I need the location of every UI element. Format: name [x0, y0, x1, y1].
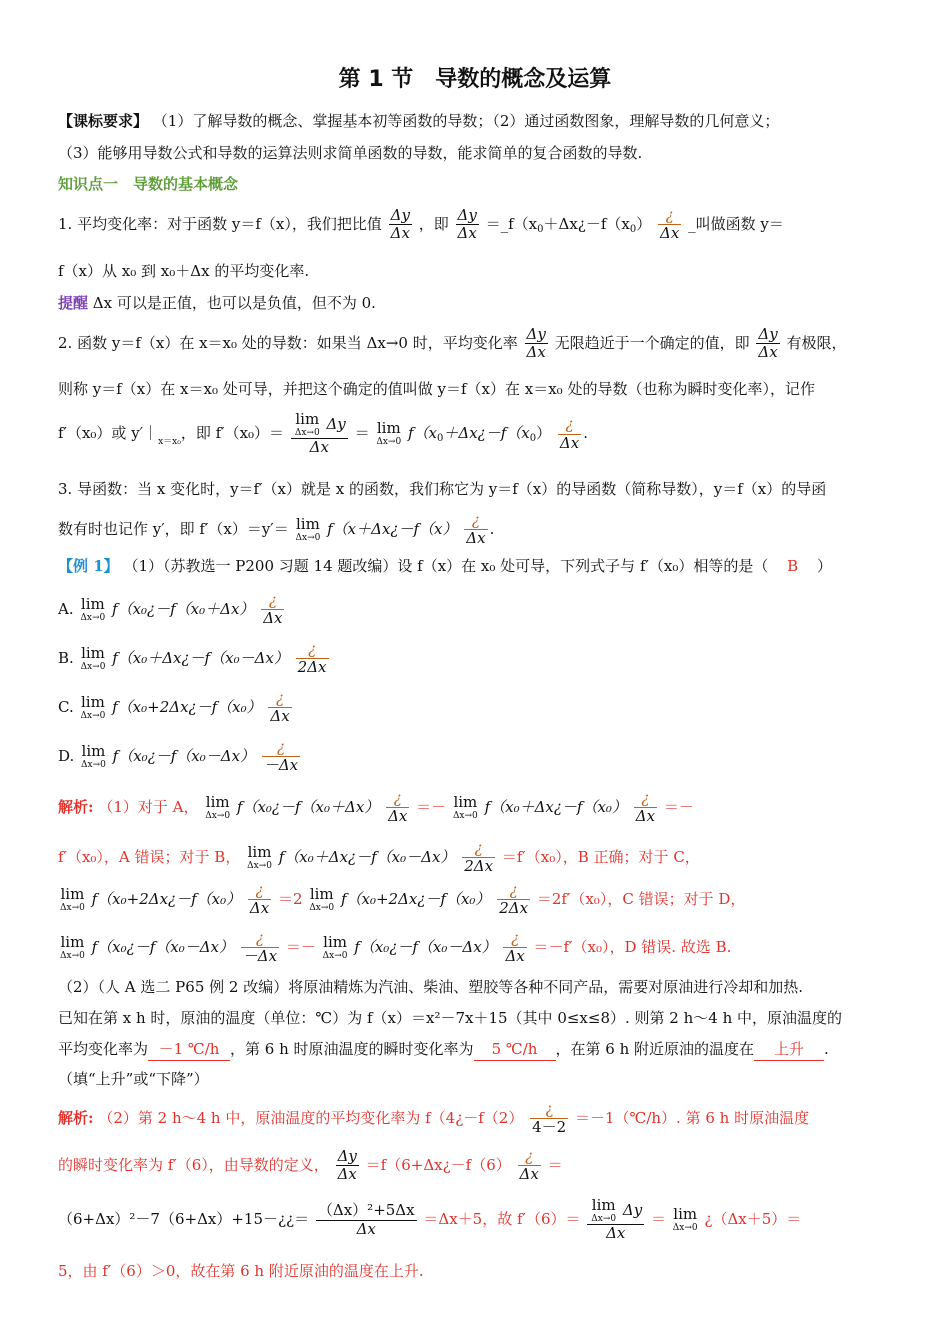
example-2-line-2: 已知在第 x h 时，原油的温度（单位：℃）为 f（x）＝x²－7x＋15（其中 0≤x≤8）. 则第 2 h～4 h 中，原油温度的	[58, 1009, 843, 1027]
answer-blank-1: －1 ℃/h	[148, 1040, 230, 1061]
p2-text-3c: ＝	[354, 424, 370, 443]
p2-text-c: 有极限，	[786, 333, 847, 352]
limit: lim Δx→0	[60, 884, 85, 913]
standard-line-2: （3）能够用导数公式和导数的运算法则求简单函数的导数，能求简单的复合函数的导数.	[58, 144, 643, 162]
limit: lim Δx→0	[80, 692, 106, 721]
solution-1-line-3: lim Δx→0 f（x₀+2Δx¿－f（x₀） $\frac{¿}{\Delta x}$ ＝2 lim Δx→0 f（x₀+2Δx¿－f（x₀） $\frac{¿}{2\Delta x}$ ＝2f′（x₀），C 错误；对于 D，	[60, 881, 746, 918]
limit: lim Δx→0	[81, 741, 106, 770]
p2-text-3b: ，即 f′（x₀）＝	[180, 424, 285, 443]
fraction-dy-dx: $\frac{\Delta y}{\Delta x}$	[390, 206, 410, 243]
p3-text-a: 数有时也记作 y′，即 f′（x）＝y′＝	[58, 519, 289, 538]
limit: lim Δx→0	[205, 792, 231, 821]
limit: lim Δx→0	[80, 643, 106, 672]
option-d-numerator: f（x₀¿－f（x₀－Δx）	[112, 746, 256, 765]
p1-text-b: ，即	[418, 214, 449, 233]
standard-text-1: （1）了解导数的概念、掌握基本初等函数的导数；（2）通过函数图象，理解导数的几何意义；	[152, 112, 780, 130]
option-a: A. lim Δx→0 f（x₀¿－f（x₀＋Δx） $\frac{¿}{\Delta x}$	[58, 591, 283, 628]
p1-line-1: 1. 平均变化率：对于函数 y＝f（x），我们把比值 $\frac{\Delta y}{\Delta x}$ ，即 $\frac{\Delta y}{\Delta x}$ $=\_f(x_0+\Delta x¿-f(x_0)$ $\frac{¿}{\Delta x}$ _叫做函数 y＝	[58, 206, 784, 243]
p1-text-e: ）	[636, 214, 652, 233]
p2-text-3d: f（x	[407, 424, 437, 443]
fraction-expression: $\frac{\text{（Δx）²+5Δx}}{\Delta x}$	[317, 1201, 415, 1238]
fraction-q: $\frac{¿}{-\Delta x}$	[242, 929, 278, 966]
solution-1-line-1: 解析: （1）对于 A， lim Δx→0 f（x₀¿－f（x₀＋Δx） $\frac{¿}{\Delta x}$ ＝－ lim Δx→0 f（x₀＋Δx¿－f（x₀） $\frac{¿}{\Delta x}$ ＝－	[58, 789, 694, 826]
page-title: 第 1 节 导数的概念及运算	[338, 67, 612, 92]
example-1-text: （1）（苏教选一 P200 习题 14 题改编）设 f（x）在 x₀ 处可导，下列式子与 f′（x₀）相等的是（	[123, 557, 769, 575]
example-2-line-1: （2）（人 A 选二 P65 例 2 改编）将原油精炼为汽油、柴油、塑胶等各种不同产品，需要对原油进行冷却和加热.	[58, 978, 803, 996]
p2-line-2: 则称 y＝f（x）在 x＝x₀ 处可导，并把这个确定的值叫做 y＝f（x）在 x＝x₀ 处的导数（也称为瞬时变化率），记作	[58, 380, 815, 398]
solution-1-label: 解析:	[58, 797, 94, 816]
example-1-question	[58, 557, 890, 577]
solution-1-line-4: lim Δx→0 f（x₀¿－f（x₀－Δx） $\frac{¿}{-\Delta x}$ ＝－ lim Δx→0 f（x₀¿－f（x₀－Δx） $\frac{¿}{\Delta x}$ ＝－f′（x₀），D 错误. 故选 B.	[60, 929, 732, 966]
fraction-q: $\frac{¿}{\Delta x}$	[263, 591, 283, 628]
fraction-q-dx: $\frac{¿}{\Delta x}$	[249, 881, 270, 918]
solution-2-line-3: （6+Δx）²－7（6+Δx）+15－¿¿＝ $\frac{\text{（Δx）²+5Δx}}{\Delta x}$ ＝Δx＋5，故 f′（6）＝ lim Δx→0 Δy Δx ＝ lim Δx→0 ¿（Δx＋5）＝	[58, 1196, 802, 1242]
p1-text-c: ＝_f（x	[485, 214, 538, 233]
fraction-q-dx: $\frac{¿}{\Delta x}$	[505, 929, 525, 966]
p2-eval-sub: x＝x₀	[158, 437, 181, 448]
fraction-q-dx: $\frac{¿}{\Delta x}$	[466, 511, 486, 548]
example-2-line-4: （填“上升”或“下降”）	[58, 1070, 209, 1088]
answer-blank-2: 5 ℃/h	[474, 1040, 556, 1061]
limit: lim Δx→0	[376, 419, 402, 448]
standard-line-1	[58, 112, 890, 132]
fraction-dy-dx: $\frac{\Delta y}{\Delta x}$	[337, 1147, 357, 1184]
option-b-numerator: f（x₀＋Δx¿－f（x₀－Δx）	[112, 648, 289, 667]
fraction-dy-dx: $\frac{\Delta y}{\Delta x}$	[526, 325, 546, 362]
p2-text-b: 无限趋近于一个确定的值，即	[554, 333, 750, 352]
standard-label: 【课标要求】	[58, 112, 149, 130]
p3-line-1: 3. 导函数：当 x 变化时，y＝f′（x）就是 x 的函数，我们称它为 y＝f（x）的导函数（简称导数），y＝f（x）的导函	[58, 480, 827, 498]
p2-text-3a: f′（x₀）或 y′｜	[58, 424, 159, 443]
fraction-q: $\frac{¿}{-\Delta x}$	[263, 738, 299, 775]
example-2-line-3: 平均变化率为 －1 ℃/h ，第 6 h 时原油温度的瞬时变化率为 5 ℃/h ，在第 6 h 附近原油的温度在 上升 .	[58, 1040, 890, 1061]
p2-line-1	[58, 326, 890, 362]
solution-2-line-1: 解析: （2）第 2 h～4 h 中，原油温度的平均变化率为 f（4¿－f（2） $\frac{¿}{4-2}$ ＝－1（℃/h）. 第 6 h 时原油温度	[58, 1100, 810, 1137]
fraction-dy-dx: $\frac{\Delta y}{\Delta x}$	[457, 206, 477, 243]
option-d: D. lim Δx→0 f（x₀¿－f（x₀－Δx） $\frac{¿}{-\Delta x}$	[58, 738, 299, 775]
fraction-q-dx: $\frac{¿}{\Delta x}$	[519, 1147, 539, 1184]
fraction-lim-dy-dx: lim Δx→0 Δy Δx	[587, 1198, 644, 1242]
p2-text-3f: ）	[536, 424, 552, 443]
fraction-q: $\frac{¿}{2\Delta x}$	[464, 839, 494, 876]
fraction-q: $\frac{¿}{4-2}$	[532, 1100, 567, 1137]
limit: lim Δx→0	[80, 594, 106, 623]
example-1-close: ）	[816, 557, 832, 575]
option-a-numerator: f（x₀¿－f（x₀＋Δx）	[112, 599, 255, 618]
fraction-lim-dy-dx: lim Δx→0 Δy Δx	[291, 412, 348, 456]
fraction-q-dx: $\frac{¿}{\Delta x}$	[559, 415, 580, 452]
fraction-q: $\frac{¿}{\Delta x}$	[270, 689, 290, 726]
fraction-q-dx: $\frac{¿}{\Delta x}$	[635, 789, 656, 826]
solution-1-line-2: f′（x₀），A 错误；对于 B， lim Δx→0 f（x₀＋Δx¿－f（x₀－Δx） $\frac{¿}{2\Delta x}$ ＝f′（x₀），B 正确；对于 C，	[58, 839, 700, 876]
p1-text-d: ＋Δx¿－f（x	[543, 214, 630, 233]
tip-label: 提醒	[58, 294, 89, 312]
limit: lim Δx→0	[247, 842, 272, 871]
tip-text: Δx 可以是正值，也可以是负值，但不为 0.	[92, 294, 376, 312]
example-1-label: 【例 1】	[58, 557, 119, 575]
option-b: B. lim Δx→0 f（x₀＋Δx¿－f（x₀－Δx） $\frac{¿}{2\Delta x}$	[58, 640, 327, 677]
p2-line-3: f′（x₀）或 $y'|_{x=x_0}$，即 f′（x₀）＝ lim Δx→0 Δy Δx ＝ lim Δx→0 $f(x_0+\Delta x¿-f(x_0)$ $\frac{¿}{\Delta x}$ .	[58, 410, 588, 456]
p1-line-2: f（x）从 x₀ 到 x₀＋Δx 的平均变化率.	[58, 262, 310, 280]
solution-2-line-4: 5，由 f′（6）＞0，故在第 6 h 附近原油的温度在上升.	[58, 1262, 424, 1280]
limit: lim Δx→0	[295, 514, 321, 543]
fraction-dy-dx: $\frac{\Delta y}{\Delta x}$	[758, 325, 778, 362]
example-1-answer: B	[787, 557, 799, 575]
option-c-numerator: f（x₀+2Δx¿－f（x₀）	[112, 697, 262, 716]
solution-2-label: 解析:	[58, 1108, 94, 1127]
fraction-q-dx: $\frac{¿}{\Delta x}$	[388, 789, 408, 826]
fraction-q-dx: $\frac{¿}{\Delta x}$	[660, 206, 680, 243]
limit: lim Δx→0	[322, 932, 348, 961]
p1-text-f: _叫做函数 y＝	[688, 214, 784, 233]
limit: lim Δx→0	[672, 1205, 698, 1234]
p1-text-a: 1. 平均变化率：对于函数 y＝f（x），我们把比值	[58, 214, 382, 233]
p2-text-a: 2. 函数 y＝f（x）在 x＝x₀ 处的导数：如果当 Δx→0 时，平均变化率	[58, 333, 518, 352]
fraction-q: $\frac{¿}{2\Delta x}$	[297, 640, 327, 677]
option-c: C. lim Δx→0 f（x₀+2Δx¿－f（x₀） $\frac{¿}{\Delta x}$	[58, 689, 290, 726]
p2-text-3e: ＋Δx¿－f（x	[443, 424, 530, 443]
limit: lim Δx→0	[309, 884, 335, 913]
p3-line-2: 数有时也记作 y′，即 f′（x）＝y′＝ lim Δx→0 f（x＋Δx¿－f（x） $\frac{¿}{\Delta x}$ .	[58, 511, 495, 548]
p3-text-b: f（x＋Δx¿－f（x）	[327, 519, 458, 538]
section-heading: 知识点一 导数的基本概念	[58, 175, 239, 193]
fraction-q: $\frac{¿}{2\Delta x}$	[499, 881, 529, 918]
tip-line	[58, 294, 890, 314]
limit: lim Δx→0	[60, 932, 85, 961]
solution-2-line-2: 的瞬时变化率为 f′（6），由导数的定义， $\frac{\Delta y}{\Delta x}$ ＝f（6+Δx¿－f（6） $\frac{¿}{\Delta x}$ ＝	[58, 1147, 563, 1184]
answer-blank-3: 上升	[754, 1040, 824, 1061]
limit: lim Δx→0	[452, 792, 478, 821]
